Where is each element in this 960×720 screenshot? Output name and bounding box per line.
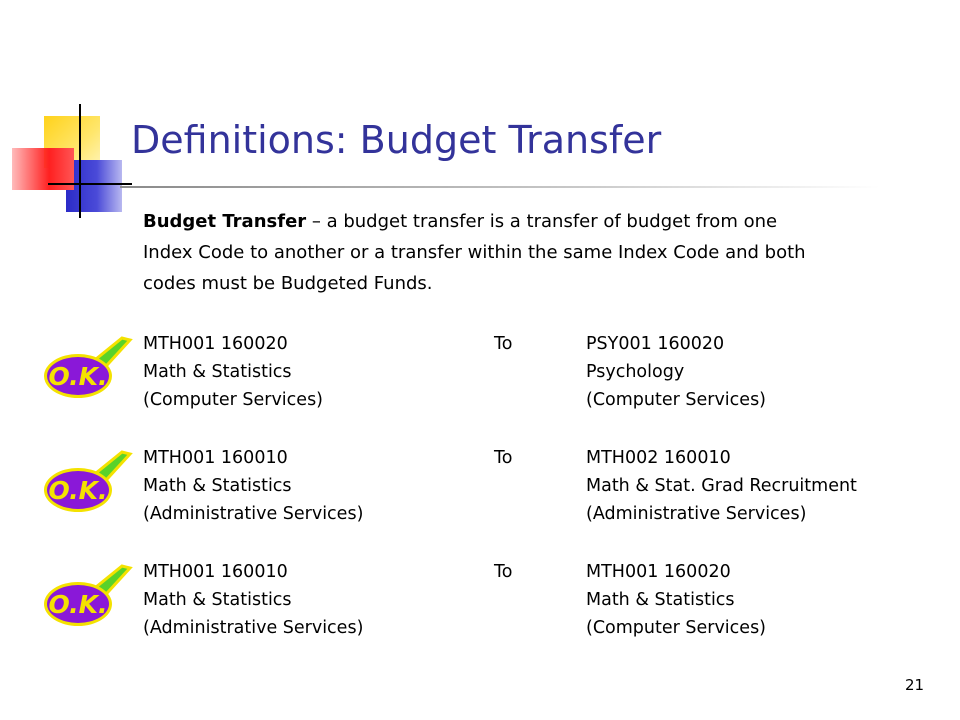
from-department: Math & Statistics bbox=[143, 590, 292, 610]
to-code: MTH001 160020 bbox=[586, 562, 731, 582]
definition-line-3: codes must be Budgeted Funds. bbox=[143, 273, 433, 294]
page-number: 21 bbox=[905, 676, 925, 694]
from-department: Math & Statistics bbox=[143, 362, 292, 382]
slide-title: Definitions: Budget Transfer bbox=[131, 118, 662, 162]
from-unit: (Administrative Services) bbox=[143, 504, 364, 524]
to-code: PSY001 160020 bbox=[586, 334, 725, 354]
from-column bbox=[143, 444, 363, 528]
definition-line-1: – a budget transfer is a transfer of budget from one bbox=[306, 211, 778, 232]
vertical-line bbox=[79, 104, 81, 218]
ok-checkmark-icon bbox=[40, 446, 140, 516]
to-unit: (Computer Services) bbox=[586, 390, 767, 410]
to-unit: (Administrative Services) bbox=[586, 504, 807, 524]
to-department: Math & Statistics bbox=[586, 590, 735, 610]
ok-badge-label: O.K. bbox=[48, 590, 108, 619]
from-code: MTH001 160010 bbox=[143, 562, 288, 582]
definition-line-2: Index Code to another or a transfer within the same Index Code and both bbox=[143, 242, 806, 263]
ok-checkmark-icon bbox=[40, 332, 140, 402]
from-column bbox=[143, 330, 323, 414]
ok-badge-label: O.K. bbox=[48, 362, 108, 391]
to-column bbox=[586, 558, 766, 642]
from-department: Math & Statistics bbox=[143, 476, 292, 496]
from-unit: (Administrative Services) bbox=[143, 618, 364, 638]
ok-checkmark-icon bbox=[40, 560, 140, 630]
to-column bbox=[586, 444, 857, 528]
to-unit: (Computer Services) bbox=[586, 618, 767, 638]
title-rule bbox=[120, 186, 880, 188]
from-column bbox=[143, 558, 363, 642]
to-department: Psychology bbox=[586, 362, 685, 382]
to-code: MTH002 160010 bbox=[586, 448, 731, 468]
definition-text bbox=[143, 206, 943, 299]
to-department: Math & Stat. Grad Recruitment bbox=[586, 476, 857, 496]
corner-decoration bbox=[0, 0, 140, 220]
to-label: To bbox=[494, 562, 513, 582]
from-code: MTH001 160010 bbox=[143, 448, 288, 468]
to-column bbox=[586, 330, 766, 414]
horizontal-line bbox=[48, 183, 132, 185]
to-label: To bbox=[494, 334, 513, 354]
from-code: MTH001 160020 bbox=[143, 334, 288, 354]
definition-term: Budget Transfer bbox=[143, 211, 307, 232]
from-unit: (Computer Services) bbox=[143, 390, 324, 410]
ok-badge-label: O.K. bbox=[48, 476, 108, 505]
blue-square bbox=[66, 160, 122, 212]
to-label: To bbox=[494, 448, 513, 468]
